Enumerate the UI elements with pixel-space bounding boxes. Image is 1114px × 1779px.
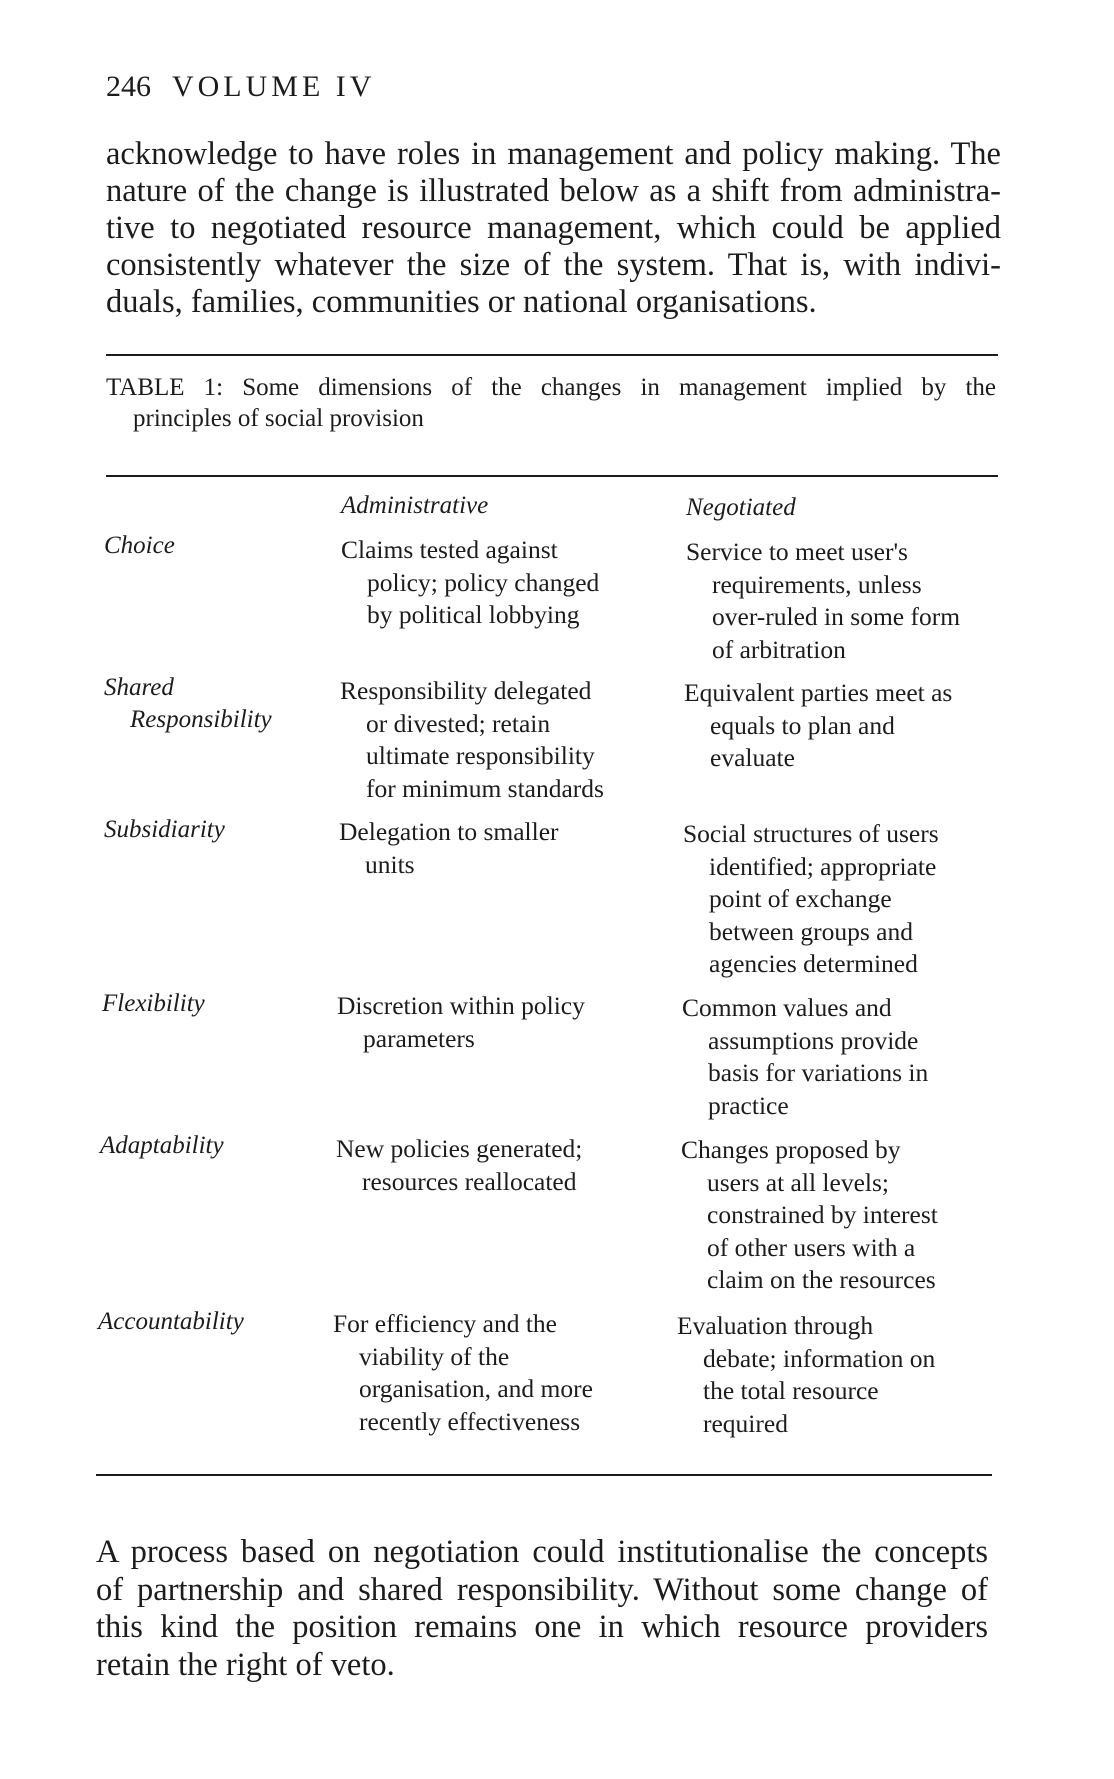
table-top-rule bbox=[106, 354, 998, 356]
dimension-subsidiarity: Subsidiarity bbox=[104, 816, 225, 843]
cell-accountability-administrative: For efficiency and the viability of the organisation, and more recently effectiveness bbox=[333, 1309, 593, 1436]
table-header-rule bbox=[106, 475, 998, 477]
text-line: of partnership and shared responsibility. Without some change of bbox=[96, 1571, 988, 1608]
cell-accountability-negotiated: Evaluation through debate; information on the total resource required bbox=[677, 1311, 936, 1438]
column-header-administrative: Administrative bbox=[341, 492, 489, 519]
cell-adaptability-negotiated: Changes proposed by users at all levels; constrained by interest of other users with a claim on the resources bbox=[681, 1135, 938, 1294]
running-header bbox=[106, 70, 375, 104]
table-caption bbox=[106, 372, 996, 434]
cell-adaptability-administrative: New policies generated; resources reallocated bbox=[336, 1134, 583, 1196]
cell-flexibility-negotiated: Common values and assumptions provide basis for variations in practice bbox=[682, 993, 929, 1120]
column-header-negotiated: Negotiated bbox=[686, 494, 796, 521]
caption-line: principles of social provision bbox=[133, 405, 424, 432]
table-bottom-rule bbox=[96, 1474, 992, 1476]
dimension-adaptability: Adaptability bbox=[100, 1132, 224, 1159]
cell-choice-administrative: Claims tested against policy; policy changed by political lobbying bbox=[341, 535, 600, 629]
text-line: retain the right of veto. bbox=[96, 1646, 395, 1683]
intro-paragraph bbox=[106, 136, 1001, 321]
cell-shared-responsibility-negotiated: Equivalent parties meet as equals to plan and evaluate bbox=[684, 678, 953, 772]
volume-label: VOLUME IV bbox=[171, 70, 376, 103]
cell-shared-responsibility-administrative: Responsibility delegated or divested; retain ultimate responsibility for minimum standards bbox=[340, 676, 604, 803]
dimension-flexibility: Flexibility bbox=[102, 990, 205, 1017]
text-line: this kind the position remains one in which resource providers bbox=[96, 1609, 988, 1645]
page-number: 246 bbox=[106, 70, 151, 103]
caption-line: TABLE 1: Some dimensions of the changes in management implied by the bbox=[106, 374, 996, 401]
dimension-choice: Choice bbox=[104, 532, 175, 559]
text-line: acknowledge to have roles in management and policy making. The bbox=[106, 136, 1001, 172]
cell-flexibility-administrative: Discretion within policy parameters bbox=[337, 991, 585, 1053]
text-line: tive to negotiated resource management, which could be applied bbox=[106, 210, 1001, 246]
text-line: A process based on negotiation could institutionalise the concepts bbox=[96, 1534, 988, 1570]
closing-paragraph bbox=[96, 1534, 988, 1684]
cell-subsidiarity-administrative: Delegation to smaller units bbox=[339, 817, 559, 879]
dimension-accountability: Accountability bbox=[98, 1308, 244, 1335]
dimension-shared-responsibility: Shared Responsibility bbox=[104, 674, 272, 733]
text-line: nature of the change is illustrated below as a shift from administra- bbox=[106, 173, 1001, 209]
text-line: duals, families, communities or national organisations. bbox=[106, 284, 817, 320]
cell-choice-negotiated: Service to meet user's requirements, unless over-ruled in some form of arbitration bbox=[686, 537, 961, 664]
cell-subsidiarity-negotiated: Social structures of users identified; appropriate point of exchange between groups and agencies determined bbox=[683, 819, 939, 978]
text-line: consistently whatever the size of the system. That is, with indivi- bbox=[106, 247, 1001, 283]
